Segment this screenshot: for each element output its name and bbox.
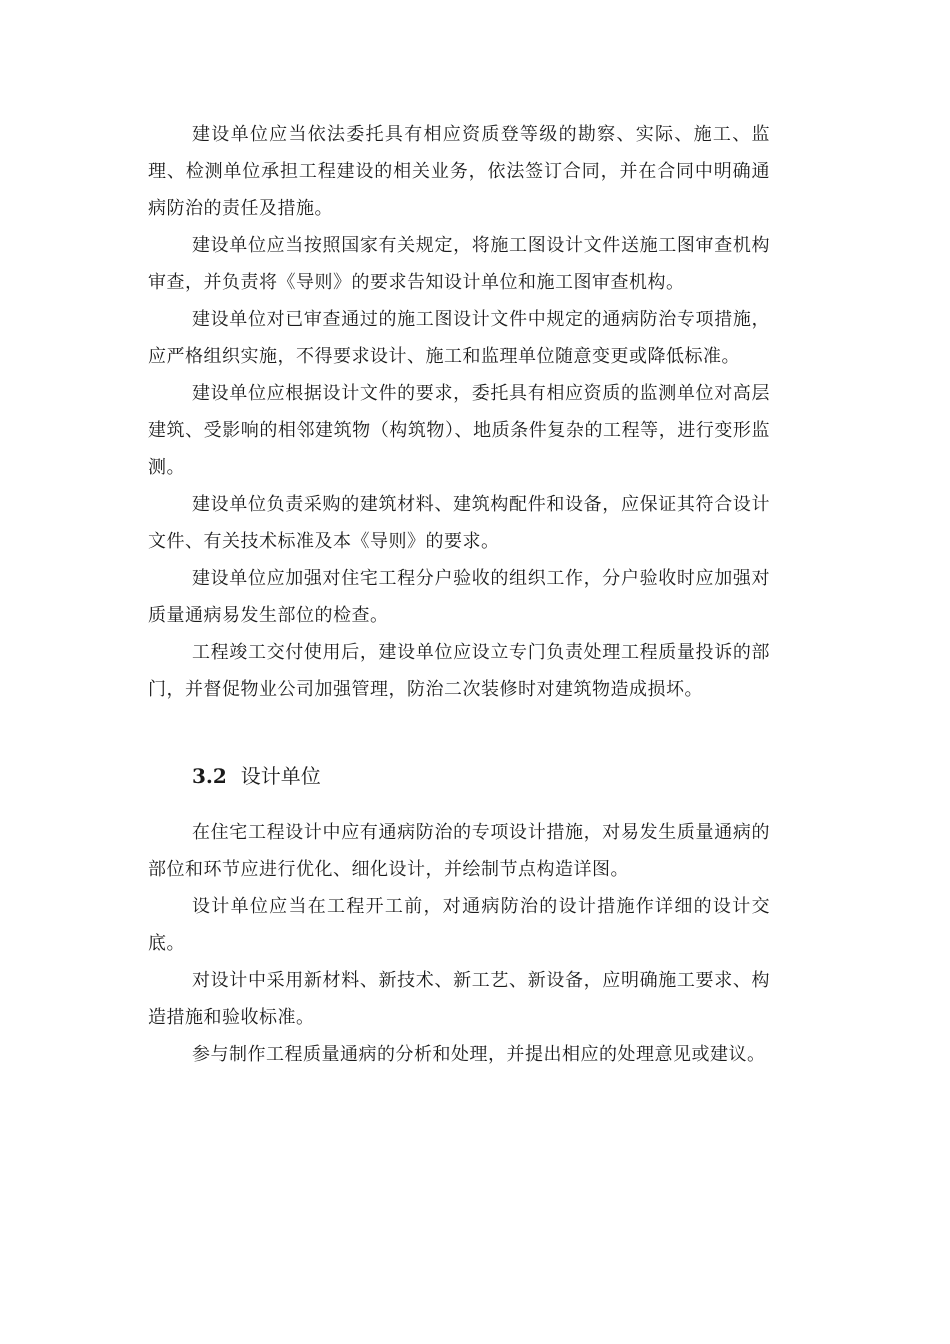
document-page bbox=[148, 116, 770, 1073]
paragraph: 建设单位负责采购的建筑材料、建筑构配件和设备，应保证其符合设计文件、有关技术标准及本《导则》的要求。 bbox=[148, 494, 770, 552]
paragraph: 建设单位应根据设计文件的要求，委托具有相应资质的监测单位对高层建筑、受影响的相邻建筑物（构筑物）、地质条件复杂的工程等，进行变形监测。 bbox=[148, 383, 770, 478]
paragraph: 参与制作工程质量通病的分析和处理，并提出相应的处理意见或建议。 bbox=[192, 1044, 766, 1065]
paragraph: 设计单位应当在工程开工前，对通病防治的设计措施作详细的设计交底。 bbox=[148, 896, 770, 954]
section-number: 3.2 bbox=[192, 764, 227, 788]
paragraph: 建设单位应当依法委托具有相应资质登等级的勘察、实际、施工、监理、检测单位承担工程建设的相关业务，依法签订合同，并在合同中明确通病防治的责任及措施。 bbox=[148, 124, 770, 219]
paragraph: 建设单位对已审查通过的施工图设计文件中规定的通病防治专项措施，应严格组织实施，不得要求设计、施工和监理单位随意变更或降低标准。 bbox=[148, 309, 770, 367]
section-title: 设计单位 bbox=[240, 764, 321, 788]
paragraph: 工程竣工交付使用后，建设单位应设立专门负责处理工程质量投诉的部门，并督促物业公司加强管理，防治二次装修时对建筑物造成损坏。 bbox=[148, 642, 770, 700]
section-heading bbox=[192, 756, 770, 796]
paragraph: 在住宅工程设计中应有通病防治的专项设计措施，对易发生质量通病的部位和环节应进行优化、细化设计，并绘制节点构造详图。 bbox=[148, 822, 770, 880]
paragraph: 建设单位应当按照国家有关规定，将施工图设计文件送施工图审查机构审查，并负责将《导则》的要求告知设计单位和施工图审查机构。 bbox=[148, 235, 770, 293]
paragraph: 对设计中采用新材料、新技术、新工艺、新设备，应明确施工要求、构造措施和验收标准。 bbox=[148, 970, 770, 1028]
paragraph: 建设单位应加强对住宅工程分户验收的组织工作，分户验收时应加强对质量通病易发生部位的检查。 bbox=[148, 568, 770, 626]
